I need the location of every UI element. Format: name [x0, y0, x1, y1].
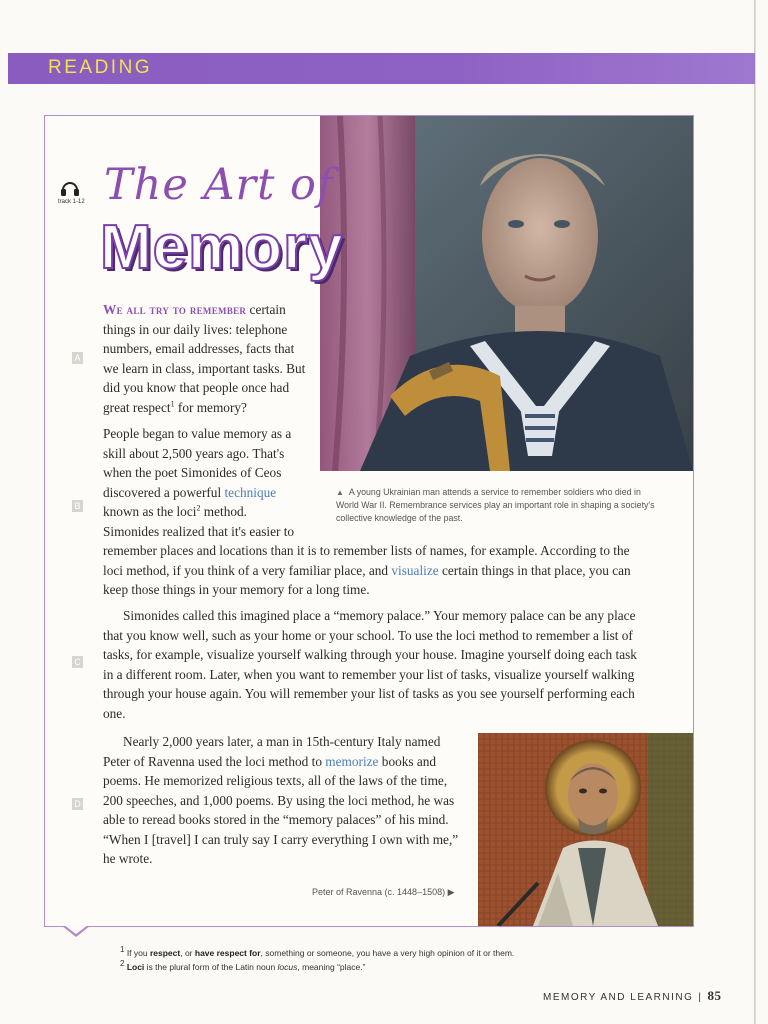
paragraph-marker-b: B	[72, 500, 83, 512]
vocab-visualize[interactable]: visualize	[391, 562, 439, 578]
page-footer: MEMORY AND LEARNING | 85	[543, 988, 722, 1003]
footnote-2: $^2$ Loci is the plural form of the Latin noun locus, meaning “place.”	[120, 959, 366, 972]
page-number: 85	[707, 988, 722, 1003]
section-label: READING	[48, 57, 153, 78]
footnotes	[120, 946, 514, 974]
mosaic-caption: Peter of Ravenna (c. 1448–1508) ▶	[312, 887, 455, 897]
footer-section: MEMORY AND LEARNING	[543, 992, 694, 1003]
caption-arrow-icon: ▶	[447, 887, 455, 897]
footnote-1: $^1$ If you respect, or have respect for, something or someone, you have a very high opinion of it or them.	[120, 945, 515, 958]
main-photo	[320, 116, 693, 471]
title-line2: Memory	[100, 213, 344, 282]
title-line1: The Art of	[104, 160, 334, 210]
vocab-memorize[interactable]: memorize	[325, 753, 379, 769]
paragraph-2-top: People began to value memory as a skill about 2,500 years ago. That's when the poet Simonides of Ceos discovered a powerful technique known as the loci$^2$ method. Simonides realized that it's easier to	[103, 426, 295, 539]
caption-pointer-icon: ▲	[336, 488, 344, 497]
paragraph-3: Simonides called this imagined place a “memory palace.” Your memory palace can be any place that you know well, such as your home or your school. To use the loci method to remember a list of tasks, for example, visualize yourself walking through your house. Imagine yourself doing each task in a different room. Later, when you want to remember your list of tasks, visualize yourself walking through your house again. You will remember your list of tasks as you see yourself performing each one.	[103, 608, 637, 721]
section-header-bar	[8, 53, 755, 84]
paragraph-marker-a: A	[72, 352, 83, 364]
paragraph-2-bottom: remember places and locations than it is to remember lists of names, for example. According to the loci method, if you think of a very familiar place, and visualize certain things in that place, you can keep those things in your memory for a long time.	[103, 543, 631, 597]
track-label: track 1-12	[58, 199, 85, 205]
page-edge	[754, 0, 756, 1024]
vocab-technique[interactable]: technique	[224, 484, 277, 500]
mosaic-image	[478, 733, 693, 926]
lead-in: We all try to remember	[103, 302, 247, 317]
paragraph-marker-c: C	[72, 656, 83, 668]
paragraph-marker-d: D	[72, 798, 83, 810]
photo-caption: ▲ A young Ukrainian man attends a service to remember soldiers who died in World War II. Remembrance services play an important role in shaping a society's collective knowledge of the past.	[336, 487, 655, 523]
paragraph-1: We all try to remember certain things in our daily lives: telephone numbers, email addresses, facts that we learn in class, important tasks. But did you know that people once had great respect$^1$ for memory?	[103, 302, 306, 415]
paragraph-4: Nearly 2,000 years later, a man in 15th-century Italy named Peter of Ravenna used the loci method to memorize books and poems. He memorized religious texts, all of the laws of the time, 200 speeches, and 1,000 poems. By using the loci method, he was able to reread books stored in the “memory palaces” of his mind. “When I [travel] I can truly say I carry everything I own with me,” he wrote.	[103, 734, 459, 866]
